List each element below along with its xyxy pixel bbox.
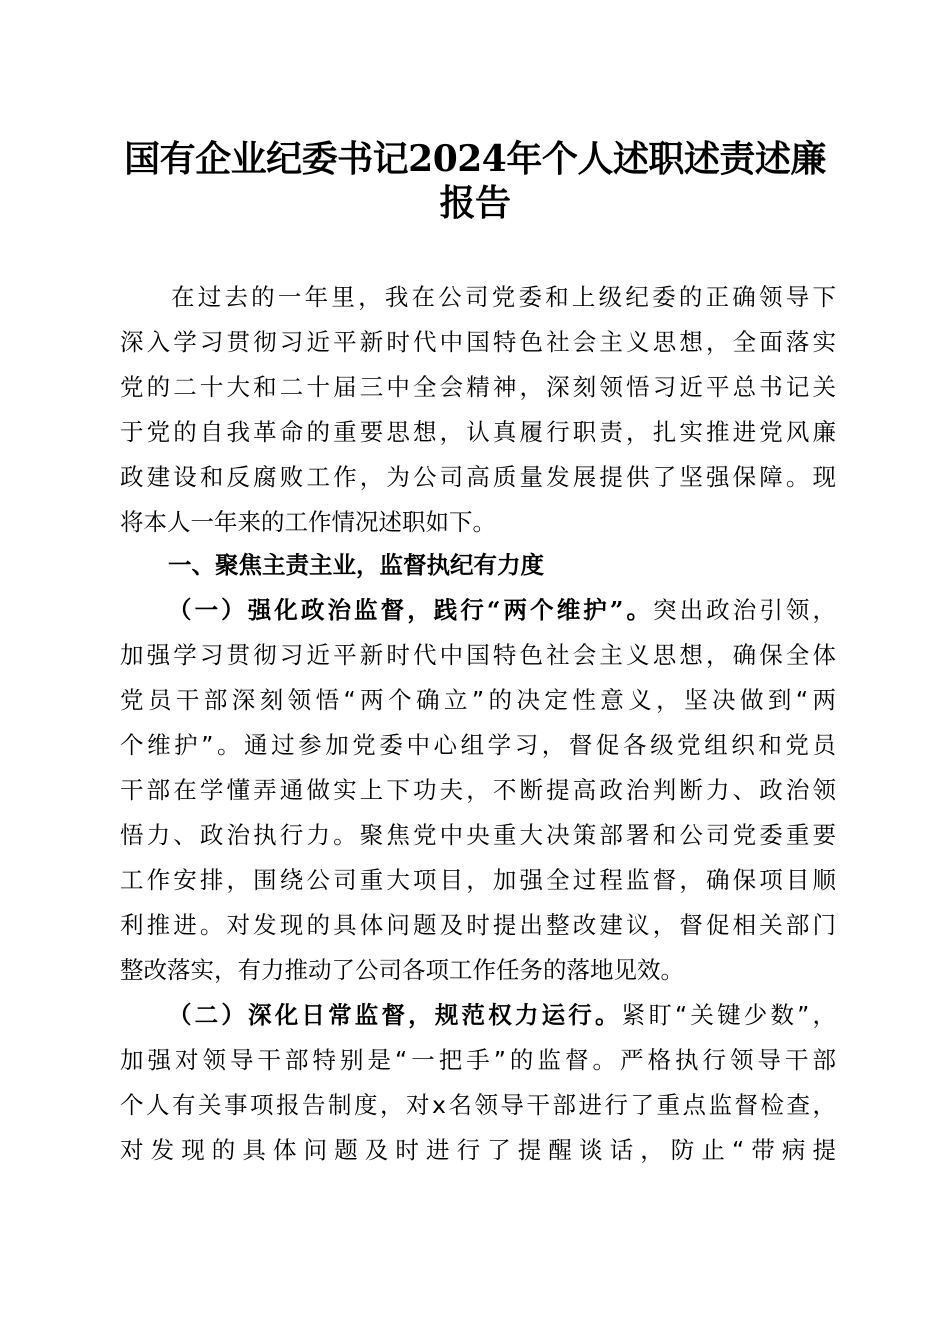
intro-line: 于党的自我革命的重要思想，认真履行职责，扎实推进党风廉	[120, 418, 836, 446]
subsection-2-line: 对发现的具体问题及时进行了提醒谈话，防止“带病提	[120, 1136, 836, 1164]
subsection-1-line: 利推进。对发现的具体问题及时提出整改建议，督促相关部门	[120, 911, 836, 939]
subsection-1-line: 工作安排，围绕公司重大项目，加强全过程监督，确保项目顺	[120, 866, 836, 894]
intro-line: 将本人一年来的工作情况述职如下。	[120, 508, 496, 536]
subsection-1-line: 悟力、政治执行力。聚焦党中央重大决策部署和公司党委重要	[120, 821, 836, 849]
subsection-1-line: 党员干部深刻领悟“两个确立”的决定性意义，坚决做到“两	[120, 686, 836, 714]
subsection-2-lead-line	[168, 1000, 836, 1030]
subsection-1-lead-line	[168, 595, 836, 625]
document-title-line-2: 报告	[439, 182, 511, 224]
section-1-heading: 一、聚焦主责主业，监督执纪有力度	[168, 551, 544, 579]
intro-line: 政建设和反腐败工作，为公司高质量发展提供了坚强保障。现	[120, 463, 836, 491]
subsection-1-line: 整改落实，有力推动了公司各项工作任务的落地见效。	[120, 956, 684, 984]
subsection-2-heading: （二）深化日常监督，规范权力运行。	[168, 1001, 622, 1029]
intro-line: 党的二十大和二十届三中全会精神，深刻领悟习近平总书记关	[120, 373, 836, 401]
subsection-1-heading: （一）强化政治监督，践行“两个维护”。	[168, 596, 654, 624]
subsection-1-lead-text: 突出政治引领，	[653, 596, 836, 624]
intro-line: 深入学习贯彻习近平新时代中国特色社会主义思想，全面落实	[120, 328, 836, 356]
subsection-2-line: 加强对领导干部特别是“一把手”的监督。严格执行领导干部	[120, 1046, 836, 1074]
subsection-1-line: 个维护”。通过参加党委中心组学习，督促各级党组织和党员	[120, 731, 836, 759]
intro-line: 在过去的一年里，我在公司党委和上级纪委的正确领导下	[171, 283, 836, 311]
subsection-2-line: 个人有关事项报告制度，对x名领导干部进行了重点监督检查，	[120, 1091, 836, 1119]
subsection-1-line: 干部在学懂弄通做实上下功夫，不断提高政治判断力、政治领	[120, 776, 836, 804]
subsection-2-lead-text: 紧盯“关键少数”，	[621, 1001, 836, 1029]
subsection-1-line: 加强学习贯彻习近平新时代中国特色社会主义思想，确保全体	[120, 641, 836, 669]
document-title-line-1: 国有企业纪委书记2024年个人述职述责述廉	[124, 138, 826, 180]
